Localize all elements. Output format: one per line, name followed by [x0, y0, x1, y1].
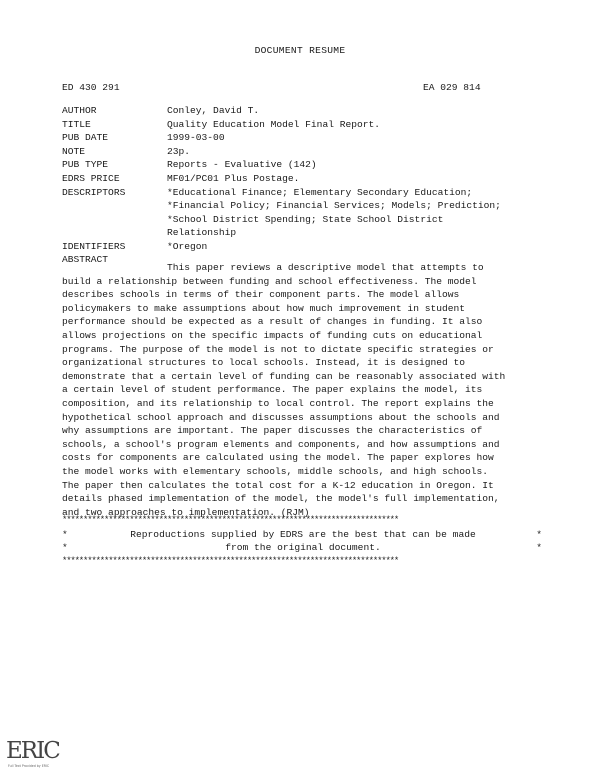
field-value: [167, 240, 542, 254]
page-title: DOCUMENT RESUME: [254, 45, 346, 56]
asterisk-border-top: ********************************************************************************: [62, 515, 399, 525]
record-fields: [62, 104, 542, 254]
field-value-line: Quality Education Model Final Report.: [167, 118, 381, 130]
field-label: TITLE: [62, 118, 91, 130]
field-label: AUTHOR: [62, 105, 97, 116]
abstract-line: organizational structures to local schools. Instead, it is designed to: [62, 357, 466, 369]
field-value-line: 23p.: [167, 145, 191, 157]
eric-logo: [6, 738, 59, 772]
abstract-line: performance should be expected as a result of changes in funding. It also: [62, 316, 483, 328]
ea-number: EA 029 814: [423, 82, 481, 93]
field-label: IDENTIFIERS: [62, 240, 126, 252]
abstract-line: programs. The purpose of the model is not to dictate specific strategies or: [62, 343, 494, 355]
abstract-line: policymakers to make assumptions about how much improvement in student: [62, 302, 466, 314]
abstract-line: the model works with elementary schools, middle schools, and high schools.: [62, 465, 489, 477]
field-pub-date: [62, 131, 542, 145]
abstract-line: demonstrate that a certain level of funding can be reasonably associated with: [62, 370, 506, 382]
field-label: PUB DATE: [62, 132, 109, 144]
field-value: [167, 104, 542, 118]
field-label: NOTE: [62, 145, 86, 157]
field-note: [62, 145, 542, 159]
asterisk-border-bottom: ********************************************************************************: [62, 555, 399, 566]
field-value-line: Conley, David T.: [167, 105, 260, 116]
field-value-line: *School District Spending; State School District: [167, 213, 444, 225]
abstract-line: schools, a school's program elements and components, and how assumptions and: [62, 438, 500, 450]
notice-star-right: *: [536, 542, 542, 554]
abstract-line: hypothetical school approach and discusses assumptions about the schools and: [62, 411, 500, 423]
field-label: EDRS PRICE: [62, 172, 120, 184]
field-value-line: Reports - Evaluative (142): [167, 159, 317, 171]
field-value-line: 1999-03-00: [167, 132, 225, 144]
notice-star-left: *: [62, 528, 68, 540]
field-value: [167, 158, 542, 172]
notice-text-line-1: Reproductions supplied by EDRS are the best that can be made: [130, 528, 476, 540]
abstract-line: costs for components are calculated using the model. The paper explores how: [62, 452, 494, 464]
ed-number: ED 430 291: [62, 82, 120, 93]
abstract-line: and two approaches to implementation. (RJM): [62, 506, 310, 518]
notice-star-left: *: [62, 542, 68, 554]
field-value: [167, 186, 542, 240]
notice-row-2: [62, 541, 544, 555]
field-descriptors: [62, 186, 542, 240]
field-edrs-price: [62, 172, 542, 186]
field-value-line: *Educational Finance; Elementary Secondary Education;: [167, 186, 473, 198]
reproduction-notice: [62, 514, 544, 568]
field-value: [167, 145, 542, 159]
field-value: [167, 131, 542, 145]
field-value-line: Relationship: [167, 227, 237, 239]
notice-text-line-2: from the original document.: [225, 542, 381, 554]
field-identifiers: [62, 240, 542, 254]
abstract-line: why assumptions are important. The paper discusses the characteristics of: [62, 425, 483, 437]
abstract-line: describes schools in terms of their component parts. The model allows: [62, 289, 460, 301]
abstract-line: This paper reviews a descriptive model that attempts to: [167, 262, 484, 273]
field-value-line: *Oregon: [167, 240, 208, 252]
field-value-line: MF01/PC01 Plus Postage.: [167, 172, 300, 184]
abstract-line: a certain level of student performance. The paper explains the model, its: [62, 384, 483, 396]
abstract-label: ABSTRACT: [62, 254, 109, 265]
field-title: [62, 118, 542, 132]
abstract-line: composition, and its relationship to local control. The report explains the: [62, 397, 494, 409]
notice-row-1: [62, 528, 544, 542]
abstract-line: build a relationship between funding and school effectiveness. The model: [62, 275, 477, 287]
abstract-line: allows projections on the specific impacts of funding cuts on educational: [62, 329, 483, 341]
abstract-line: The paper then calculates the total cost for a K-12 education in Oregon. It: [62, 479, 494, 491]
field-value-line: *Financial Policy; Financial Services; Models; Prediction;: [167, 200, 501, 212]
field-author: [62, 104, 542, 118]
notice-star-right: *: [536, 528, 542, 540]
abstract-line: details phased implementation of the model, the model's full implementation,: [62, 493, 500, 505]
field-label: DESCRIPTORS: [62, 186, 126, 198]
eric-logo-letters: ERIC: [6, 738, 59, 764]
field-label: PUB TYPE: [62, 159, 109, 171]
field-pub-type: [62, 158, 542, 172]
field-value: [167, 172, 542, 186]
eric-logo-tagline: Full Text Provided by ERIC: [8, 764, 50, 768]
field-value: [167, 118, 542, 132]
abstract-body: [62, 261, 544, 519]
